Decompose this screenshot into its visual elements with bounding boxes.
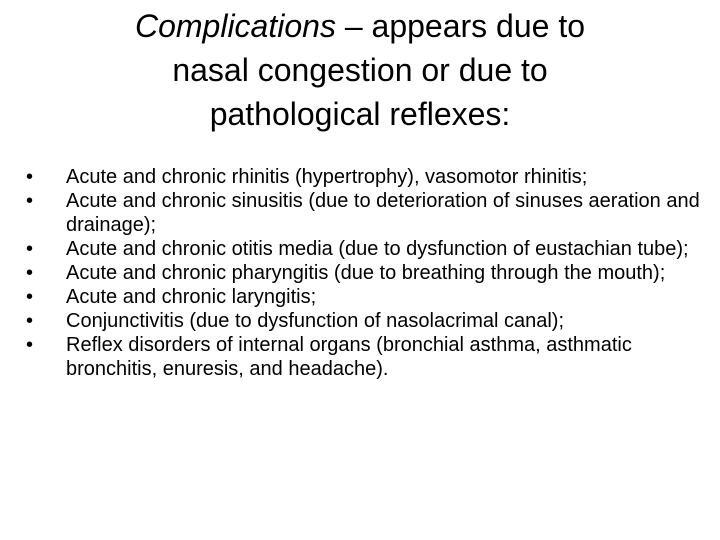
- bullet-icon: •: [26, 238, 34, 260]
- list-item: [26, 165, 706, 189]
- title-emphasis: Complications: [134, 8, 336, 44]
- list-item-text: Acute and chronic laryngitis;: [66, 286, 317, 308]
- bullet-icon: •: [26, 310, 34, 332]
- bullet-icon: •: [26, 334, 34, 356]
- list-item-text: Acute and chronic otitis media (due to dysfunction of eustachian tube);: [66, 238, 689, 260]
- list-item: [26, 309, 706, 333]
- title-line-1-rest: – appears due to: [335, 8, 586, 44]
- list-item: [26, 189, 706, 237]
- list-item: [26, 237, 706, 261]
- bullet-icon: •: [26, 286, 34, 308]
- list-item-text: Reflex disorders of internal organs (bronchial asthma, asthmatic bronchitis, enuresis, and headache).: [66, 334, 632, 380]
- bullet-icon: •: [26, 262, 34, 284]
- title-line-2: nasal congestion or due to: [172, 52, 548, 88]
- list-item: [26, 333, 706, 381]
- bullet-list: [26, 165, 706, 381]
- bullet-icon: •: [26, 166, 34, 188]
- list-item: [26, 285, 706, 309]
- list-item-text: Acute and chronic rhinitis (hypertrophy), vasomotor rhinitis;: [66, 166, 588, 188]
- list-item-text: Conjunctivitis (due to dysfunction of nasolacrimal canal);: [66, 310, 565, 332]
- title-line-1: [40, 4, 680, 48]
- slide-title: [40, 4, 680, 136]
- list-item-text: Acute and chronic sinusitis (due to deterioration of sinuses aeration and drainage);: [66, 190, 700, 236]
- bullet-icon: •: [26, 190, 34, 212]
- list-item-text: Acute and chronic pharyngitis (due to breathing through the mouth);: [66, 262, 666, 284]
- title-line-3: pathological reflexes:: [209, 96, 511, 132]
- list-item: [26, 261, 706, 285]
